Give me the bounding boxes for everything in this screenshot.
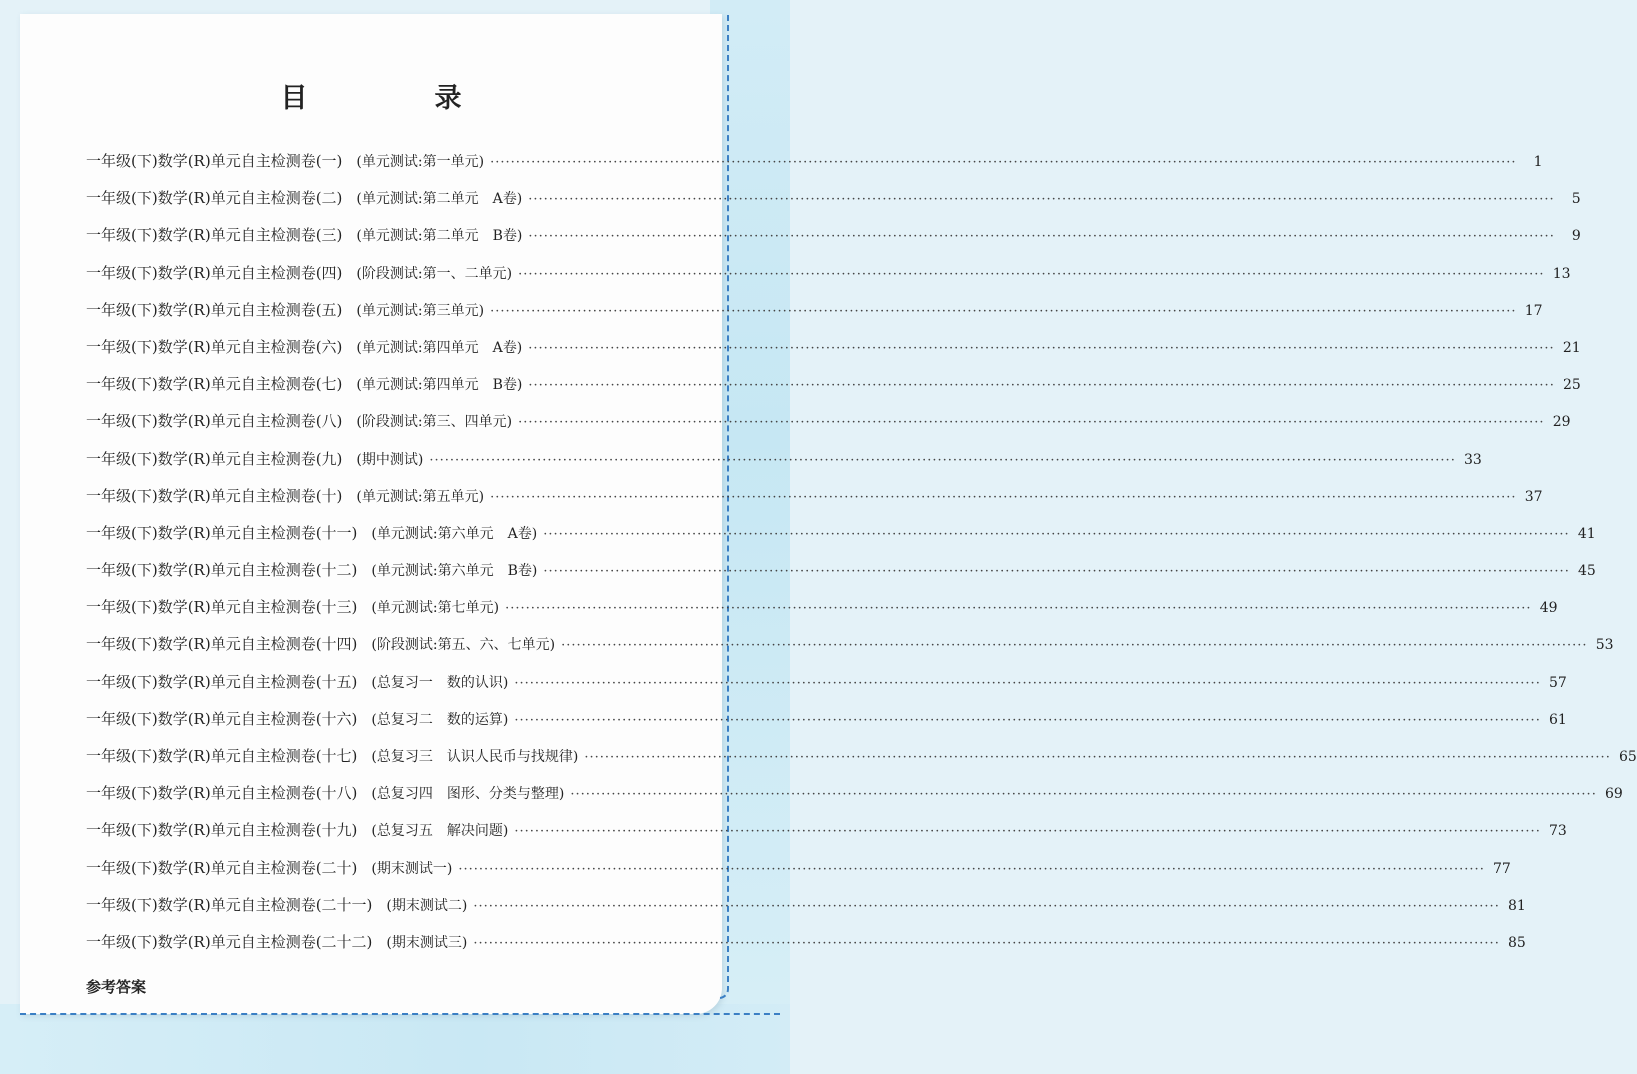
toc-entry-description: (单元测试:第七单元): [371, 600, 500, 617]
toc-entry-name: 一年级(下)数学(R)单元自主检测卷(十四): [86, 635, 358, 654]
toc-entry-name: 一年级(下)数学(R)单元自主检测卷(二十一): [86, 895, 373, 914]
toc-entry[interactable]: [86, 782, 1623, 819]
toc-entry[interactable]: [86, 150, 1543, 187]
toc-dot-leader: ········································································································································································································: [528, 229, 1555, 245]
toc-page-number: 69: [1605, 786, 1623, 803]
toc-entry-description: (总复习二 数的运算): [371, 711, 509, 728]
dashed-border-bottom: [20, 1013, 780, 1015]
toc-entry-name: 一年级(下)数学(R)单元自主检测卷(十一): [86, 523, 358, 542]
toc-entry-description: (阶段测试:第一、二单元): [356, 265, 513, 282]
toc-entry-description: (单元测试:第三单元): [356, 302, 485, 319]
toc-entry-name: 一年级(下)数学(R)单元自主检测卷(十五): [86, 672, 358, 691]
toc-entry[interactable]: [86, 671, 1567, 708]
toc-dot-leader: ········································································································································································································: [505, 601, 1532, 617]
toc-dot-leader: ········································································································································································································: [429, 452, 1456, 468]
toc-dot-leader: ········································································································································································································: [490, 489, 1517, 505]
toc-page-number: 13: [1552, 265, 1571, 282]
toc-entry-name: 一年级(下)数学(R)单元自主检测卷(十九): [86, 821, 358, 840]
toc-dot-leader: ········································································································································································································: [514, 675, 1541, 691]
toc-entry-description: (总复习四 图形、分类与整理): [371, 786, 565, 803]
toc-entry-name: 一年级(下)数学(R)单元自主检测卷(五): [86, 300, 343, 319]
toc-entry[interactable]: [86, 224, 1581, 261]
toc-page-number: 9: [1571, 228, 1581, 245]
toc-entry-name: 一年级(下)数学(R)单元自主检测卷(十八): [86, 784, 358, 803]
toc-dot-leader: ········································································································································································································: [528, 378, 1555, 394]
toc-entry[interactable]: [86, 373, 1581, 410]
toc-entry-description: (单元测试:第二单元 A卷): [356, 191, 523, 208]
toc-entry[interactable]: [86, 708, 1567, 745]
toc-entry-description: (单元测试:第一单元): [356, 154, 485, 170]
toc-entry[interactable]: [86, 931, 1526, 968]
toc-entry-description: (单元测试:第二单元 B卷): [356, 228, 523, 245]
toc-entry-name: 一年级(下)数学(R)单元自主检测卷(二): [86, 189, 343, 208]
toc-page-number: 29: [1552, 414, 1571, 431]
toc-entry[interactable]: [86, 559, 1596, 596]
toc-page-number: 85: [1508, 934, 1526, 951]
toc-entry-name: 一年级(下)数学(R)单元自主检测卷(十三): [86, 598, 358, 617]
toc-page-number: 57: [1549, 674, 1567, 691]
toc-entry[interactable]: [86, 485, 1543, 522]
toc-entry-description: (单元测试:第六单元 B卷): [371, 563, 538, 580]
toc-page-number: 5: [1571, 191, 1581, 208]
toc-entry[interactable]: [86, 522, 1596, 559]
toc-dot-leader: ········································································································································································································: [514, 712, 1541, 728]
toc-dot-leader: ········································································································································································································: [561, 638, 1588, 654]
toc-entry[interactable]: [86, 410, 1571, 447]
toc-entry-name: 一年级(下)数学(R)单元自主检测卷(七): [86, 375, 343, 394]
toc-entry-name: 一年级(下)数学(R)单元自主检测卷(十二): [86, 561, 358, 580]
toc-entry-description: (单元测试:第四单元 B卷): [356, 377, 523, 394]
toc-dot-leader: ········································································································································································································: [543, 564, 1570, 580]
toc-entry-name: 一年级(下)数学(R)单元自主检测卷(九): [86, 449, 343, 468]
toc-entry[interactable]: [86, 299, 1543, 336]
toc-entry-name: 一年级(下)数学(R)单元自主检测卷(十): [86, 486, 343, 505]
toc-entry-description: (期末测试三): [386, 934, 468, 951]
toc-entry[interactable]: [86, 633, 1614, 670]
toc-dot-leader: ········································································································································································································: [518, 266, 1545, 282]
toc-entry-name: 一年级(下)数学(R)单元自主检测卷(三): [86, 226, 343, 245]
toc-entry[interactable]: [86, 745, 1637, 782]
toc-entry-name: 一年级(下)数学(R)单元自主检测卷(四): [86, 263, 343, 282]
toc-entry[interactable]: [86, 187, 1581, 224]
toc-entry[interactable]: [86, 596, 1558, 633]
toc-entry-description: (期中测试): [356, 451, 424, 468]
toc-entry-description: (阶段测试:第五、六、七单元): [371, 637, 556, 654]
toc-dot-leader: ········································································································································································································: [458, 861, 1485, 877]
toc-entry[interactable]: [86, 448, 1482, 485]
toc-page-number: 1: [1533, 154, 1543, 170]
toc-page-number: 49: [1539, 600, 1558, 617]
toc-page-number: 41: [1577, 525, 1596, 542]
toc-entry-name: 一年级(下)数学(R)单元自主检测卷(二十二): [86, 932, 373, 951]
toc-page-number: 81: [1508, 897, 1526, 914]
toc-entry-description: (期末测试一): [371, 860, 453, 877]
page-title: 目 录: [280, 83, 512, 114]
toc-dot-leader: ········································································································································································································: [570, 787, 1597, 803]
toc-entry-name: 一年级(下)数学(R)单元自主检测卷(二十): [86, 858, 358, 877]
toc-entry-name: 一年级(下)数学(R)单元自主检测卷(十六): [86, 709, 358, 728]
toc-entry-description: (期末测试二): [386, 897, 468, 914]
toc-dot-leader: ········································································································································································································: [514, 824, 1541, 840]
toc-dot-leader: ········································································································································································································: [584, 750, 1611, 765]
toc-entry-description: (总复习五 解决问题): [371, 823, 509, 840]
toc-dot-leader: ········································································································································································································: [528, 192, 1555, 208]
table-of-contents: [86, 150, 1637, 968]
toc-page-number: 25: [1563, 377, 1581, 394]
toc-page-number: 21: [1562, 339, 1581, 356]
toc-page-number: 65: [1619, 749, 1637, 765]
toc-page-number: 53: [1595, 637, 1614, 654]
toc-dot-leader: ········································································································································································································: [543, 526, 1570, 542]
toc-page-number: 33: [1464, 451, 1482, 468]
toc-entry-description: (单元测试:第六单元 A卷): [371, 525, 538, 542]
toc-entry-name: 一年级(下)数学(R)单元自主检测卷(八): [86, 412, 343, 431]
toc-entry[interactable]: [86, 336, 1581, 373]
toc-entry-description: (总复习三 认识人民币与找规律): [371, 749, 579, 765]
toc-page-number: 17: [1524, 302, 1543, 319]
toc-dot-leader: ········································································································································································································: [518, 415, 1545, 431]
toc-entry[interactable]: [86, 262, 1571, 299]
toc-page-number: 77: [1493, 860, 1511, 877]
toc-dot-leader: ········································································································································································································: [528, 340, 1555, 356]
toc-dot-leader: ········································································································································································································: [490, 303, 1517, 319]
toc-page-number: 61: [1549, 711, 1567, 728]
toc-page-number: 45: [1578, 563, 1596, 580]
toc-dot-leader: ········································································································································································································: [473, 935, 1500, 951]
toc-dot-leader: ········································································································································································································: [473, 898, 1500, 914]
toc-dot-leader: ········································································································································································································: [490, 155, 1517, 170]
toc-entry[interactable]: [86, 857, 1511, 894]
toc-entry[interactable]: [86, 894, 1526, 931]
toc-entry-name: 一年级(下)数学(R)单元自主检测卷(十七): [86, 747, 358, 765]
toc-entry-description: (单元测试:第五单元): [356, 488, 485, 505]
toc-entry-description: (总复习一 数的认识): [371, 674, 509, 691]
toc-entry-description: (单元测试:第四单元 A卷): [356, 339, 523, 356]
toc-entry-name: 一年级(下)数学(R)单元自主检测卷(一): [86, 152, 343, 170]
toc-entry-name: 一年级(下)数学(R)单元自主检测卷(六): [86, 337, 343, 356]
answers-heading: 参考答案: [86, 978, 147, 996]
toc-page-number: 37: [1524, 488, 1543, 505]
toc-entry[interactable]: [86, 819, 1567, 856]
toc-entry-description: (阶段测试:第三、四单元): [356, 414, 513, 431]
toc-page-number: 73: [1549, 823, 1567, 840]
